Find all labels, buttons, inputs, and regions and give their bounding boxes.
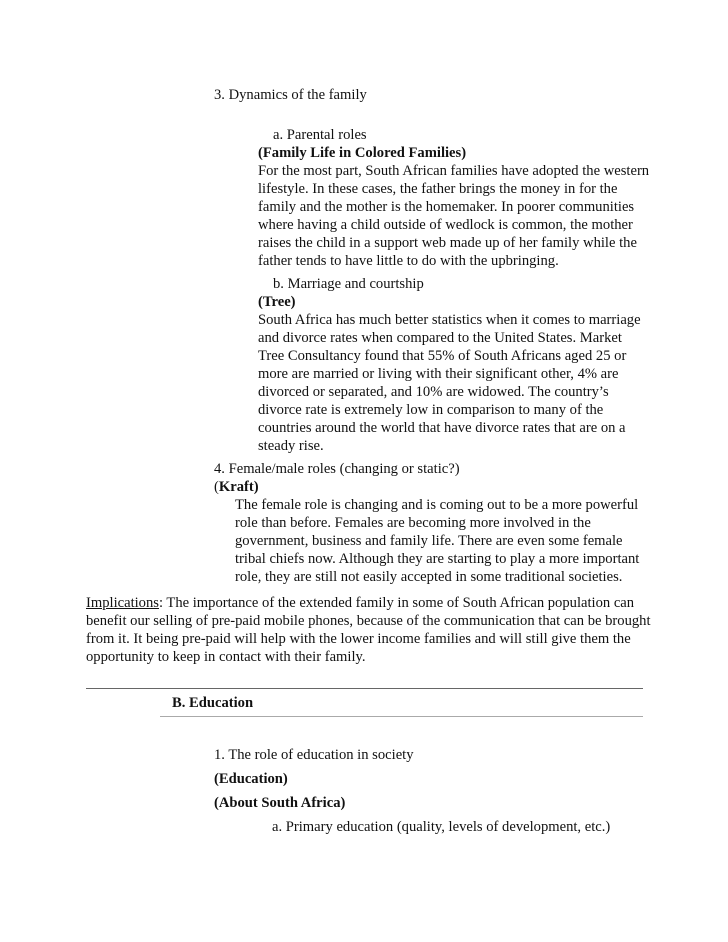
subsection-b-body: South Africa has much better statistics when it comes to marriage and divorce rates when compared to the United States. Market Tree Consultancy found that 55% of South Africans aged 25 or more are married or living with their significant other, 4% are divorced or separated, and 10% are widowed. The country’s divorce rate is extremely low in comparison to many of the countries around the world that have divorce rates that are on a steady rise. bbox=[258, 312, 641, 454]
section-4-source: (Kraft) bbox=[214, 479, 259, 495]
subsection-b-label: b. Marriage and courtship bbox=[273, 276, 424, 292]
subsection-a-source: (Family Life in Colored Families) bbox=[258, 145, 467, 161]
education-source-1: (Education) bbox=[214, 771, 288, 787]
section-4-body: The female role is changing and is coming out to be a more powerful role than before. Females are becoming more involved in the government, business and family life. There are even some female tribal chiefs now. Although they are starting to play a more important role, they are still not easily accepted in some traditional societies. bbox=[235, 497, 640, 585]
section-4-heading: 4. Female/male roles (changing or static?) bbox=[214, 461, 460, 477]
section-b-heading: B. Education bbox=[172, 695, 254, 711]
implications-label: Implications bbox=[86, 595, 159, 611]
subsection-a-label: a. Parental roles bbox=[273, 127, 367, 143]
education-item-1: 1. The role of education in society bbox=[214, 747, 414, 763]
section-3-heading: 3. Dynamics of the family bbox=[214, 87, 367, 103]
section-divider-top bbox=[86, 688, 643, 689]
education-sub-a: a. Primary education (quality, levels of development, etc.) bbox=[272, 819, 611, 835]
implications-paragraph: Implications: The importance of the extended family in some of South African population can benefit our selling of pre-paid mobile phones, because of the communication that can be brought from it. It being pre-paid will help with the lower income families and will still give them the opportunity to keep in contact with their family. bbox=[86, 595, 651, 665]
subsection-a-body: For the most part, South African families have adopted the western lifestyle. In these cases, the father brings the money in for the family and the mother is the homemaker. In poorer communities where having a child outside of wedlock is common, the mother raises the child in a support web made up of her family while the father tends to have little to do with the upbringing. bbox=[258, 163, 650, 269]
subsection-b-source: (Tree) bbox=[258, 294, 296, 310]
section-divider-bottom bbox=[160, 716, 643, 717]
education-source-2: (About South Africa) bbox=[214, 795, 346, 811]
